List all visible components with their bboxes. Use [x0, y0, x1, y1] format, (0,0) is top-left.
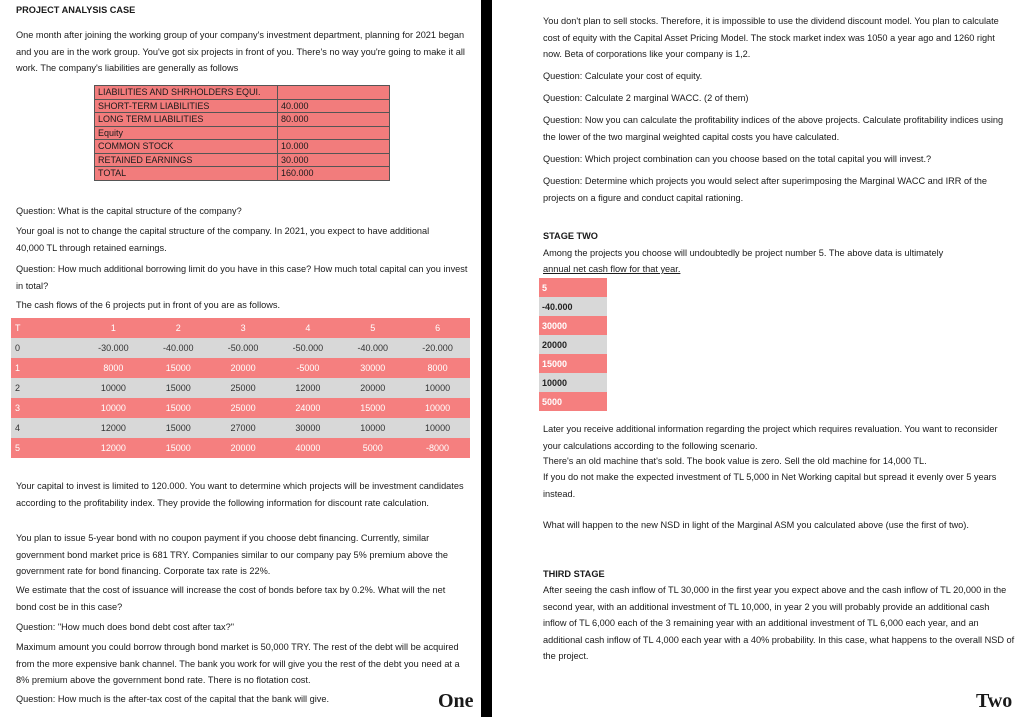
- table-row: 5: [539, 278, 607, 297]
- issuance-paragraph: We estimate that the cost of issuance will increase the cost of bonds before tax by 0.2%. What will the net bond cost be in this case?: [16, 585, 446, 612]
- intro-paragraph: One month after joining the working group of your company's investment department, planning for 2021 began and you are in the work group. You've got six projects in front of you. There's no way you're going to make it all work. The company's liabilities are generally as follows: [16, 30, 465, 73]
- table-row: -40.000: [539, 297, 607, 316]
- table-row: 1 8000 15000 20000 -5000 30000 8000: [11, 358, 470, 378]
- question-nsd: What will happen to the new NSD in light of the Marginal ASM you calculated above (use the first of two).: [543, 520, 969, 530]
- table-row: 10000: [539, 373, 607, 392]
- max-bond-paragraph: Maximum amount you could borrow through bond market is 50,000 TRY. The rest of the debt will be acquired from the more expensive bank channel. The bank you work for will give you the rest of the debt you need at a 8% premium above the government bond rate. There is no flotation cost.: [16, 642, 460, 685]
- question-bond-cost: Question: "How much does bond debt cost after tax?": [16, 622, 234, 632]
- table-row: RETAINED EARNINGS 30.000: [95, 153, 390, 167]
- table-row: 5000: [539, 392, 607, 411]
- question-wacc: Question: Calculate 2 marginal WACC. (2 of them): [543, 93, 749, 103]
- goal-paragraph: Your goal is not to change the capital structure of the company. In 2021, you expect to have additional 40,000 TL through retained earnings.: [16, 226, 430, 253]
- capital-limit-paragraph: Your capital to invest is limited to 120.000. You want to determine which projects will be investment candidates according to the profitability index. They provide the following information for discount rate calculation.: [16, 481, 464, 508]
- liabilities-header: LIABILITIES AND SHRHOLDERS EQUI.: [95, 86, 278, 100]
- question-profitability: Question: Now you can calculate the profitability indices of the above projects. Calculate profitability indices using the lower of the two marginal weighted capital costs you have calculated.: [543, 115, 1004, 142]
- question-bank-cost: Question: How much is the after-tax cost of the capital that the bank will give.: [16, 694, 330, 704]
- page-title: PROJECT ANALYSIS CASE: [16, 5, 136, 15]
- page-label-one: One: [438, 690, 474, 712]
- table-row: 3 10000 15000 25000 24000 15000 10000: [11, 398, 470, 418]
- question-rationing: Question: Determine which projects you would select after superimposing the Marginal WACC and IRR of the projects on a figure and conduct capital rationing.: [543, 176, 987, 203]
- table-row: Equity: [95, 126, 390, 140]
- capm-paragraph: You don't plan to sell stocks. Therefore, it is impossible to use the dividend discount model. You plan to calculate cost of equity with the Capital Asset Pricing Model. The stock market index was 1050 a year ago and 1260 right now. Beta of corporations like your company is 1,2.: [543, 16, 999, 59]
- liabilities-table: [94, 85, 390, 181]
- table-row: 2 10000 15000 25000 12000 20000 10000: [11, 378, 470, 398]
- table-row: 0 -30.000 -40.000 -50.000 -50.000 -40.000 -20.000: [11, 338, 470, 358]
- table-row: LONG TERM LIABILITIES 80.000: [95, 113, 390, 127]
- question-borrowing: Question: How much additional borrowing limit do you have in this case? How much total capital can you invest in total?: [16, 264, 468, 291]
- cashflow-table: [11, 318, 470, 458]
- liabilities-header-row: [95, 86, 390, 100]
- page-two: [492, 0, 1024, 717]
- page-one: [0, 0, 481, 717]
- stage-three-text: After seeing the cash inflow of TL 30,000 in the first year you expect above and the cash inflow of TL 20,000 in the second year, with an additional investment of TL 10,000, in year 2 you will probably provide an additional cash inflow of TL 6,000 each of the 3 remaining year with an additional investment of TL 6,000 each year, and an additional cash inflow of TL 4,000 each year with a 40% probability. In this case, what happens to the overall NSD of the project.: [543, 585, 1015, 661]
- stage-two-title: STAGE TWO: [543, 231, 598, 241]
- nwc-paragraph: If you do not make the expected investment of TL 5,000 in Net Working capital but spread it evenly over 5 years instead.: [543, 472, 997, 499]
- net-cash-flow-table: [539, 278, 607, 411]
- table-row: SHORT-TERM LIABILITIES 40.000: [95, 99, 390, 113]
- table-row: 15000: [539, 354, 607, 373]
- stage-three-title: THIRD STAGE: [543, 569, 605, 579]
- table-row: 20000: [539, 335, 607, 354]
- table-row: TOTAL 160.000: [95, 167, 390, 181]
- table-row: 30000: [539, 316, 607, 335]
- table-row: 5 12000 15000 20000 40000 5000 -8000: [11, 438, 470, 458]
- cashflow-header-row: T 1 2 3 4 5 6: [11, 318, 470, 338]
- question-equity: Question: Calculate your cost of equity.: [543, 71, 703, 81]
- stage-two-text: Among the projects you choose will undoubtedly be project number 5. The above data is ultimately: [543, 248, 944, 258]
- question-combination: Question: Which project combination can you choose based on the total capital you will invest.?: [543, 154, 932, 164]
- question-structure: Question: What is the capital structure of the company?: [16, 206, 242, 216]
- cashflow-intro: The cash flows of the 6 projects put in front of you are as follows.: [16, 300, 281, 310]
- later-paragraph: Later you receive additional information regarding the project which requires revaluation. You want to reconsider your calculations according to the following scenario.: [543, 424, 998, 451]
- page-label-two: Two: [976, 690, 1013, 712]
- table-row: 4 12000 15000 27000 30000 10000 10000: [11, 418, 470, 438]
- old-machine-paragraph: There's an old machine that's sold. The book value is zero. Sell the old machine for 14,000 TL.: [543, 456, 927, 466]
- stage-two-underline: annual net cash flow for that year.: [543, 264, 681, 274]
- table-row: COMMON STOCK 10.000: [95, 140, 390, 154]
- bond-paragraph: You plan to issue 5-year bond with no coupon payment if you choose debt financing. Currently, similar government bond market price is 681 TRY. Companies similar to our company pay 5% premium above the government rate for bond financing. Corporate tax rate is 22%.: [16, 533, 449, 576]
